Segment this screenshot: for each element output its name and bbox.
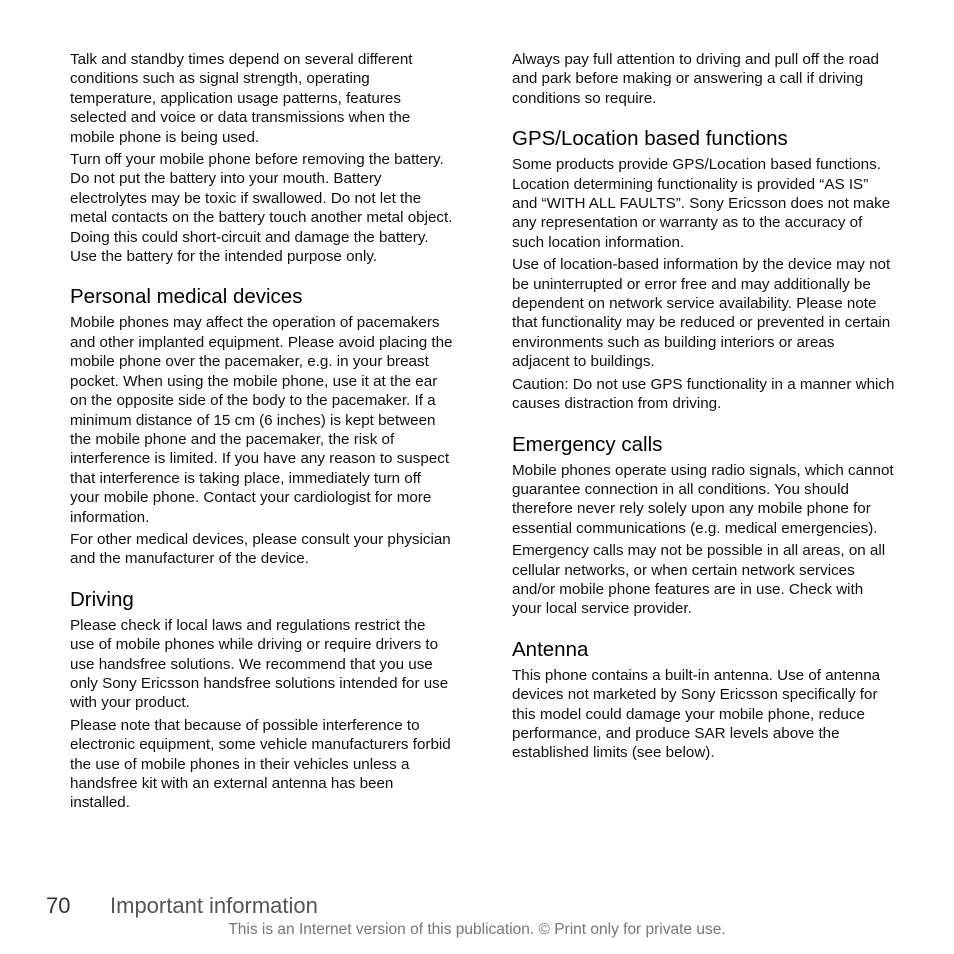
driving-attention-paragraph: Always pay full attention to driving and pull off the road and park before making or answering a call if driving conditions so require.: [512, 51, 879, 107]
emergency-calls-heading: Emergency calls: [512, 432, 663, 456]
battery-safety-paragraph: Turn off your mobile phone before removing the battery. Do not put the battery into your mouth. Battery electrolytes may be toxic if swallowed. Do not let the metal contacts on the battery touch another metal object. Doing this could short-circuit and damage the battery. Use the battery for the intended purpose only.: [70, 151, 453, 266]
footer-copyright-note: This is an Internet version of this publication. © Print only for private use.: [228, 921, 726, 938]
medical-devices-heading: Personal medical devices: [70, 285, 303, 309]
driving-heading: Driving: [70, 587, 134, 611]
left-column: [70, 50, 454, 816]
vehicle-interference-paragraph: Please note that because of possible interference to electronic equipment, some vehicle manufacturers forbid the use of mobile phones in their vehicles unless a handsfree kit with an external antenna has been installed.: [70, 716, 451, 812]
antenna-paragraph: This phone contains a built-in antenna. Use of antenna devices not marketed by Sony Ericsson specifically for this model could damage your mobile phone, reduce performance, and produce SAR levels above the established limits (see below).: [512, 666, 881, 762]
page-number: 70: [46, 893, 71, 918]
emergency-radio-paragraph: Mobile phones operate using radio signals, which cannot guarantee connection in all conditions. You should therefore never rely solely upon any mobile phone for essential communications (e.g. medical emergencies).: [512, 461, 894, 537]
emergency-availability-paragraph: Emergency calls may not be possible in all areas, on all cellular networks, or when certain network services and/or mobile phone features are in use. Check with your local service provider.: [512, 542, 886, 618]
gps-as-is-paragraph: Some products provide GPS/Location based functions. Location determining functionality is provided “AS IS” and “WITH ALL FAULTS”. Sony Ericsson does not make any representation or warranty as to the accuracy of such location information.: [512, 156, 891, 251]
footer-section-title: Important information: [110, 893, 318, 918]
driving-laws-paragraph: Please check if local laws and regulations restrict the use of mobile phones while driving or require drivers to use handsfree solutions. We recommend that you use only Sony Ericsson handsfree solutions intended for use with your product.: [70, 616, 449, 712]
gps-heading: GPS/Location based functions: [512, 127, 788, 151]
antenna-heading: Antenna: [512, 637, 589, 661]
gps-caution-paragraph: Caution: Do not use GPS functionality in a manner which causes distraction from driving.: [512, 375, 895, 413]
right-column: [512, 50, 896, 766]
battery-conditions-paragraph: Talk and standby times depend on several different conditions such as signal strength, operating temperature, application usage patterns, features selected and voice or data transmissions when the mobile phone is being used.: [70, 51, 413, 146]
gps-availability-paragraph: Use of location-based information by the device may not be uninterrupted or error free and may additionally be dependent on network service availability. Please note that functionality may be reduced or prevented in certain environments such as building interiors or areas adjacent to buildings.: [512, 256, 891, 371]
pacemaker-paragraph: Mobile phones may affect the operation of pacemakers and other implanted equipment. Please avoid placing the mobile phone over the pacemaker, e.g. in your breast pocket. When using the mobile phone, use it at the ear on the opposite side of the body to the pacemaker. If a minimum distance of 15 cm (6 inches) is kept between the mobile phone and the pacemaker, the risk of interference is limited. If you have any reason to suspect that interference is taking place, immediately turn off your mobile phone. Contact your cardiologist for more information.: [70, 314, 453, 526]
other-medical-devices-paragraph: For other medical devices, please consult your physician and the manufacturer of the device.: [70, 530, 451, 568]
